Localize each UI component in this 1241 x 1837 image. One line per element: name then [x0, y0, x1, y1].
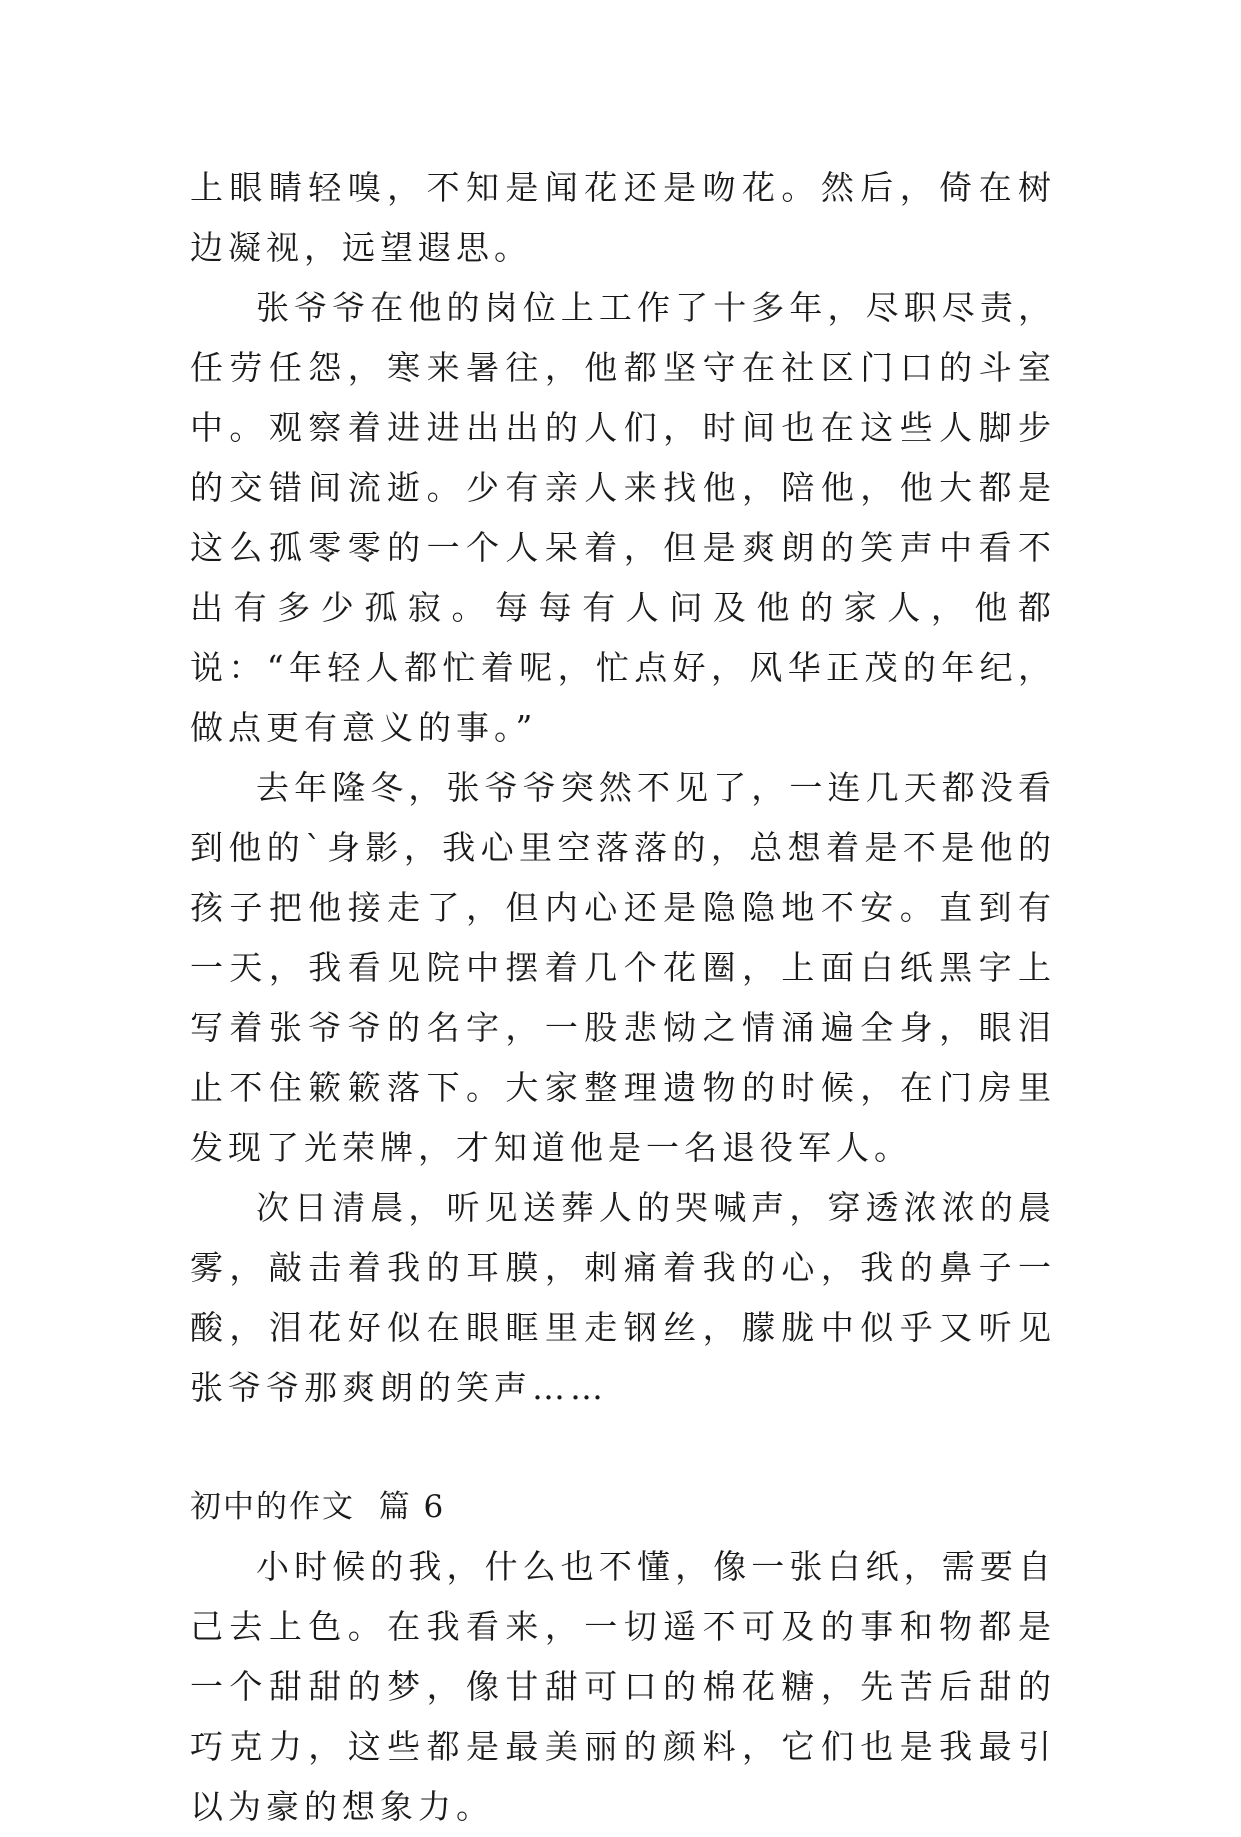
- paragraph-3: 去年隆冬，张爷爷突然不见了，一连几天都没看到他的`身影，我心里空落落的，总想着是不是他的孩子把他接走了，但内心还是隐隐地不安。直到有一天，我看见院中摆着几个花圈，上面白纸黑字上写着张爷爷的名字，一股悲恸之情涌遍全身，眼泪止不住簌簌落下。大家整理遗物的时候，在门房里发现了光荣牌，才知道他是一名退役军人。: [190, 768, 1056, 1167]
- section-heading: 初中的作文 篇 6: [190, 1489, 446, 1525]
- paragraph-4: 次日清晨，听见送葬人的哭喊声，穿透浓浓的晨雾，敲击着我的耳膜，刺痛着我的心，我的鼻子一酸，泪花好似在眼眶里走钢丝，朦胧中似乎又听见张爷爷那爽朗的笑声……: [190, 1188, 1056, 1407]
- document-page: [190, 158, 1056, 1837]
- paragraph-5: 小时候的我，什么也不懂，像一张白纸，需要自己去上色。在我看来，一切遥不可及的事和物都是一个甜甜的梦，像甘甜可口的棉花糖，先苦后甜的巧克力，这些都是最美丽的颜料，它们也是我最引以为豪的想象力。: [190, 1547, 1056, 1826]
- paragraph-2: 张爷爷在他的岗位上工作了十多年，尽职尽责，任劳任怨，寒来暑往，他都坚守在社区门口的斗室中。观察着进进出出的人们，时间也在这些人脚步的交错间流逝。少有亲人来找他，陪他，他大都是这么孤零零的一个人呆着，但是爽朗的笑声中看不出有多少孤寂。每每有人问及他的家人，他都说：“年轻人都忙着呢，忙点好，风华正茂的年纪，做点更有意义的事。”: [190, 288, 1056, 747]
- paragraph-1: 上眼睛轻嗅，不知是闻花还是吻花。然后，倚在树边凝视，远望遐思。: [190, 168, 1056, 267]
